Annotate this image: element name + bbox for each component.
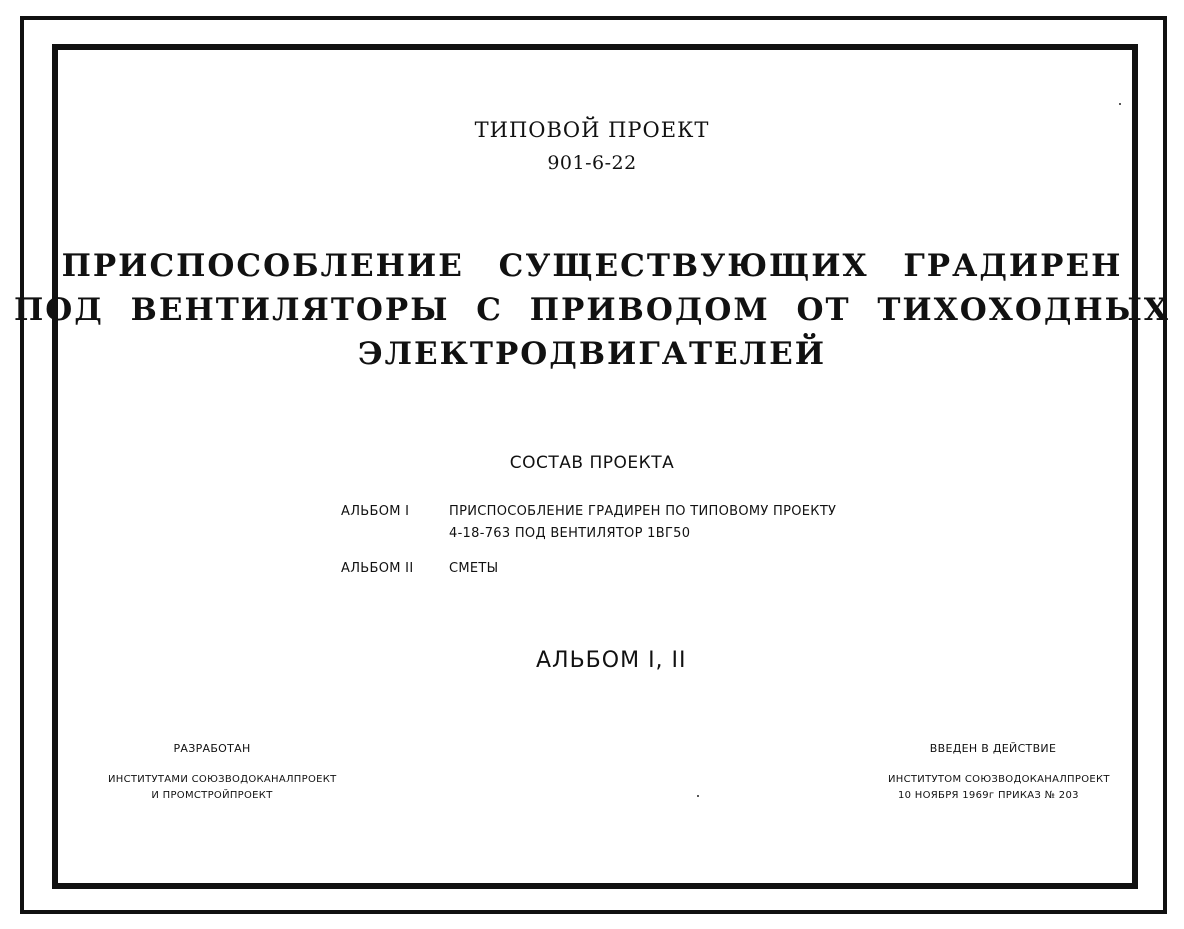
- document-title: [0, 244, 1184, 376]
- album-1-label: АЛЬБОМ I: [341, 504, 410, 519]
- enacted-line-1: ИНСТИТУТОМ СОЮЗВОДОКАНАЛПРОЕКТ: [888, 774, 1110, 785]
- enacted-block: [888, 742, 1110, 804]
- title-line-1: ПРИСПОСОБЛЕНИЕ СУЩЕСТВУЮЩИХ ГРАДИРЕН: [61, 248, 1123, 284]
- album-1-description-line-1: ПРИСПОСОБЛЕНИЕ ГРАДИРЕН ПО ТИПОВОМУ ПРОЕКТУ: [449, 504, 837, 519]
- scan-speck: [697, 795, 699, 797]
- developed-line-1: ИНСТИТУТАМИ СОЮЗВОДОКАНАЛПРОЕКТ: [108, 774, 337, 785]
- album-1-description-line-2: 4-18-763 ПОД ВЕНТИЛЯТОР 1ВГ50: [449, 526, 691, 541]
- developed-heading: РАЗРАБОТАН: [173, 742, 251, 755]
- enacted-heading: ВВЕДЕН В ДЕЙСТВИЕ: [929, 742, 1057, 755]
- album-2-description: СМЕТЫ: [449, 561, 499, 576]
- contents-heading: СОСТАВ ПРОЕКТА: [509, 453, 675, 473]
- document-number: 901-6-22: [547, 152, 637, 174]
- developed-line-2: И ПРОМСТРОЙПРОЕКТ: [151, 790, 273, 801]
- enacted-line-2: 10 НОЯБРЯ 1969г ПРИКАЗ № 203: [898, 790, 1079, 801]
- document-type: ТИПОВОЙ ПРОЕКТ: [474, 118, 710, 142]
- album-set-label: АЛЬБОМ I, II: [536, 648, 687, 673]
- title-line-3: ЭЛЕКТРОДВИГАТЕЛЕЙ: [357, 336, 826, 372]
- album-2-label: АЛЬБОМ II: [341, 561, 414, 576]
- title-line-2: ПОД ВЕНТИЛЯТОРЫ С ПРИВОДОМ ОТ ТИХОХОДНЫХ: [13, 292, 1170, 328]
- scan-speck: [1119, 103, 1121, 105]
- developed-by-block: [108, 742, 337, 804]
